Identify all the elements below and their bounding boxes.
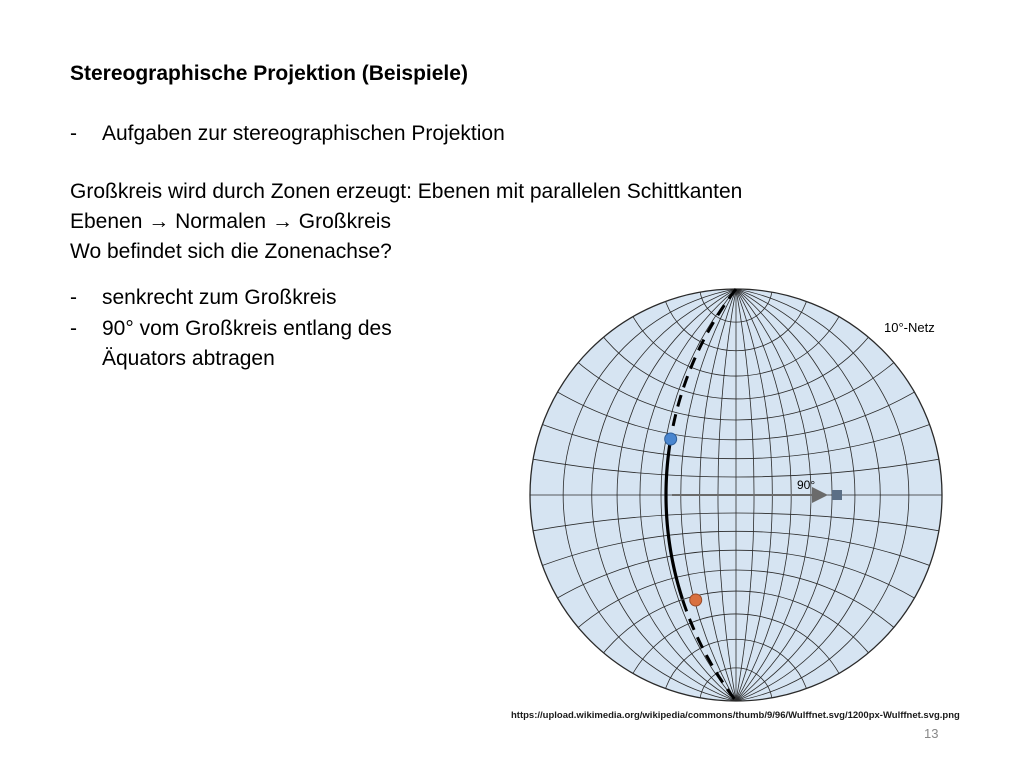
bullet-dash: - [70, 286, 77, 309]
bullet-dash: - [70, 317, 77, 340]
bullet-text-line-2: Äquators abtragen [102, 347, 275, 370]
pole-point-blue [665, 433, 677, 445]
paragraph-line-1: Großkreis wird durch Zonen erzeugt: Ebenen mit parallelen Schittkanten [70, 180, 743, 203]
paragraph-line-2: Ebenen → Normalen → Großkreis [70, 210, 391, 233]
bullet-text: senkrecht zum Großkreis [102, 286, 337, 309]
source-url: https://upload.wikimedia.org/wikipedia/commons/thumb/9/96/Wulffnet.svg/1200px-Wulffnet.svg.png [511, 710, 960, 721]
slide-title: Stereographische Projektion (Beispiele) [70, 62, 468, 85]
zone-axis-marker [832, 490, 842, 500]
net-label: 10°-Netz [884, 320, 935, 335]
page-number: 13 [924, 726, 939, 741]
bullet-dash: - [70, 122, 77, 145]
bullet-text: Aufgaben zur stereographischen Projektion [102, 122, 505, 145]
paragraph-line-3: Wo befindet sich die Zonenachse? [70, 240, 392, 263]
bullet-text-line-1: 90° vom Großkreis entlang des [102, 317, 392, 340]
pole-point-orange [690, 594, 702, 606]
angle-label: 90° [797, 478, 816, 492]
